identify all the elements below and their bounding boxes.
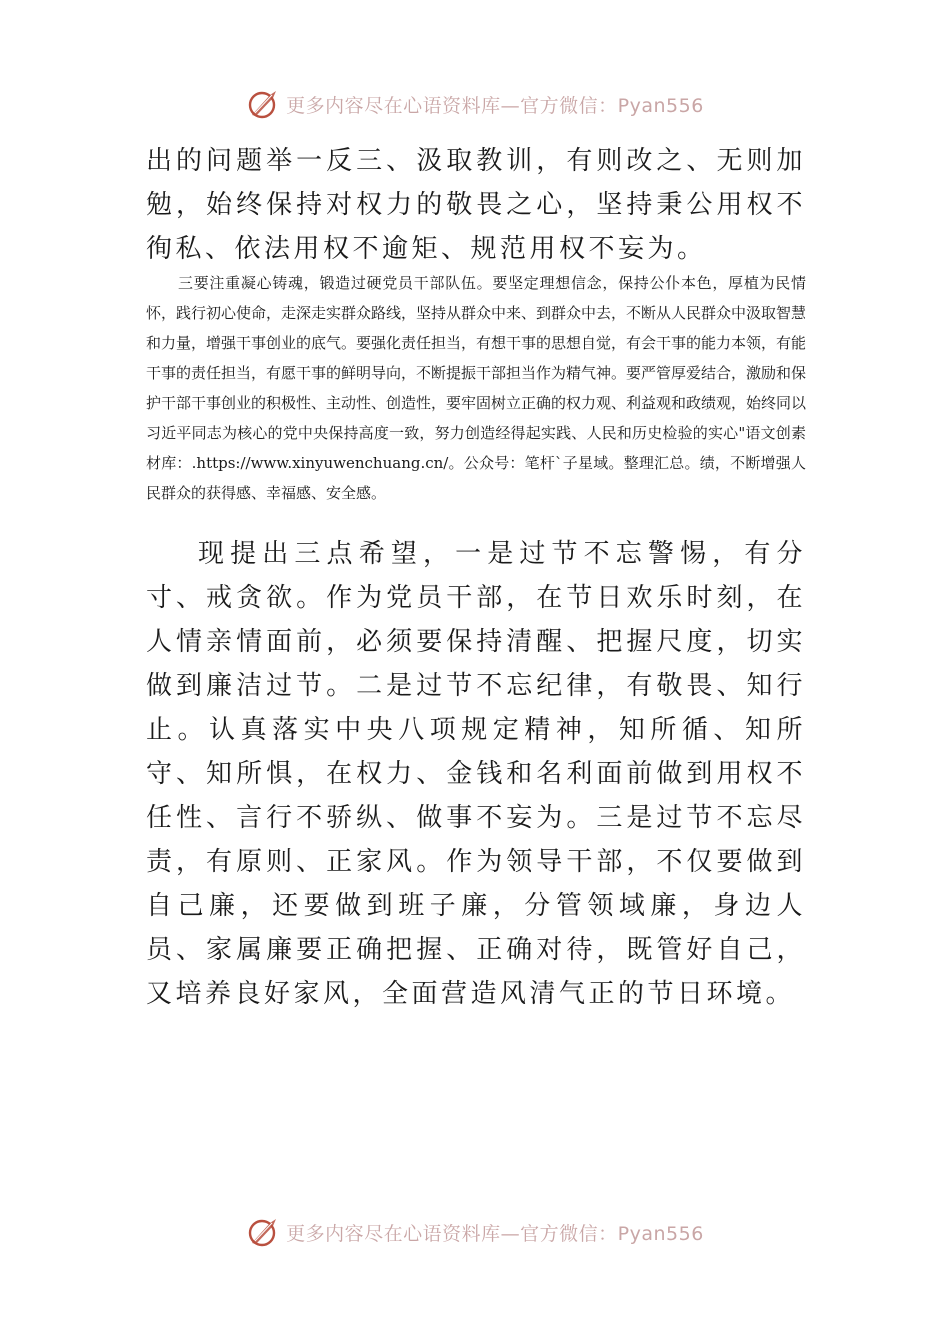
quill-logo-icon — [246, 87, 280, 121]
footer-watermark — [0, 1212, 950, 1252]
watermark-text: 更多内容尽在心语资料库—官方微信：Pyan556 — [286, 1222, 704, 1245]
body-paragraph-middle: 三要注重凝心铸魂，锻造过硬党员干部队伍。要坚定理想信念，保持公仆本色，厚植为民情怀，践行初心使命，走深走实群众路线，坚持从群众中来、到群众中去，不断从人民群众中汲取智慧和力量，增强干事创业的底气。要强化责任担当，有想干事的思想自觉，有会干事的能力本领，有能干事的责任担当，有愿干事的鲜明导向，不断提振干部担当作为精气神。要严管厚爱结合，激励和保护干部干事创业的积极性、主动性、创造性，要牢固树立正确的权力观、利益观和政绩观，始终同以习近平同志为核心的党中央保持高度一致，努力创造经得起实践、人民和历史检验的实心"语文创素材库：.https://www.xinyuwenchuang.cn/。公众号：笔杆`子星域。整理汇总。绩，不断增强人民群众的获得感、幸福感、安全感。 — [146, 274, 807, 502]
watermark-text: 更多内容尽在心语资料库—官方微信：Pyan556 — [286, 94, 704, 117]
body-paragraph-bottom: 现提出三点希望，一是过节不忘警惕，有分寸、戒贪欲。作为党员干部，在节日欢乐时刻，在人情亲情面前，必须要保持清醒、把握尺度，切实做到廉洁过节。二是过节不忘纪律，有敬畏、知行止。认真落实中央八项规定精神，知所循、知所守、知所惧，在权力、金钱和名利面前做到用权不任性、言行不骄纵、做事不妄为。三是过节不忘尽责，有原则、正家风。作为领导干部，不仅要做到自己廉，还要做到班子廉，分管领域廉，身边人员、家属廉要正确把握、正确对待，既管好自己，又培养良好家风，全面营造风清气正的节日环境。 — [146, 539, 806, 1009]
quill-logo-icon — [246, 1215, 280, 1249]
header-watermark — [0, 84, 950, 124]
watermark-id: Pyan556 — [617, 1222, 704, 1245]
body-paragraph-top: 出的问题举一反三、汲取教训，有则改之、无则加勉，始终保持对权力的敬畏之心，坚持秉公用权不徇私、依法用权不逾矩、规范用权不妄为。 — [146, 146, 806, 264]
watermark-id: Pyan556 — [617, 94, 704, 117]
